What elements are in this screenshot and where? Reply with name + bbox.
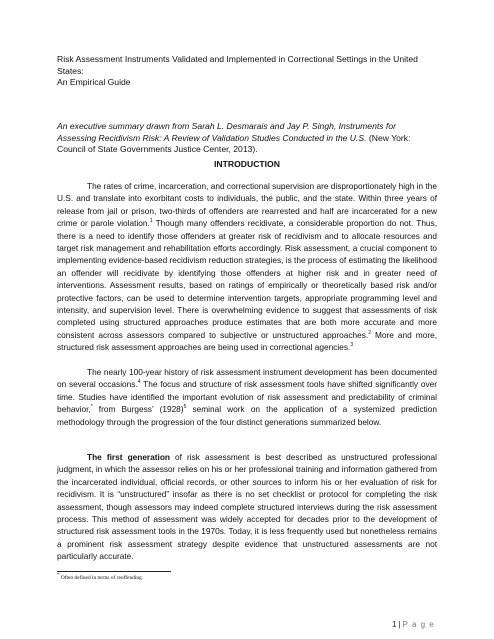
footnote [57, 575, 437, 582]
section-heading: INTRODUCTION [214, 159, 280, 169]
summary-citation-plain: (New York: Council of State Governments Justice Center, 2013). [57, 132, 411, 155]
footnote-text: Often defined in terms of reoffending. [59, 575, 144, 581]
paragraph-1-text-c: More and more, structured risk assessment approaches are being used in correctional agencies. [57, 329, 438, 353]
paragraph-1 [57, 180, 437, 354]
paragraph-3 [57, 451, 437, 563]
title-line-2: States: [57, 65, 84, 76]
footnote-separator [57, 571, 171, 572]
paragraph-2-text-a: The nearly 100-year history of risk assessment instrument development has been documented on several occasions. [57, 367, 437, 390]
footnote-marker: * [57, 573, 60, 579]
document-title [57, 54, 437, 77]
footnote-ref-2[interactable]: 2 [368, 330, 371, 337]
paragraph-3-text: of risk assessment is best described as unstructured professional judgment, in which the assessor relies on his or her professional training and information gathered from the incarcerated individual, official records, or other sources to inform his or her evaluation of risk for recidivism. It is “unstructured” insofar as there is no set checklist or protocol for completing the risk assessment, though assessors may indeed complete structured interviews during the risk assessment process. This method of assessment was widely accepted for decades prior to the development of structured risk assessment tools in the 1970s. Today, it is less frequently used but nonetheless remains a prominent risk assessment strategy despite evidence that unstructured assessments are not particularly accurate. [57, 452, 437, 562]
footnote-ref-1[interactable]: 1 [149, 218, 153, 225]
footnote-ref-3[interactable]: 3 [350, 342, 354, 349]
page-number-separator: | [398, 620, 401, 629]
footnote-ref-5[interactable]: 5 [183, 404, 187, 411]
summary-citation-italic: An executive summary drawn from Sarah L. Desmarais and Jay P. Singh, Instruments for Assessing Recidivism Risk: A Review of Validation Studies Conducted in the U.S. [57, 121, 396, 143]
footnote-ref-star[interactable]: * [90, 404, 93, 411]
first-generation-term: The first generation [87, 452, 170, 462]
paragraph-2 [57, 366, 437, 428]
footnote-ref-4[interactable]: 4 [137, 379, 141, 386]
paragraph-2-text-b: The focus and structure of risk assessment tools have shifted significantly over time. Studies have identified the important evolution of risk assessment and predictability of criminal behavior, [57, 379, 437, 415]
paragraph-2-text-c: from Burgess’ (1928) [92, 404, 184, 415]
document-header [57, 54, 437, 89]
page-number [392, 620, 435, 630]
title-line-1: Risk Assessment Instruments Validated and Implemented in Correctional Settings in the United [57, 54, 418, 64]
page-number-value: 1 [392, 620, 397, 629]
page-word: P a g e [402, 620, 435, 629]
executive-summary-note [57, 121, 437, 156]
paragraph-2-text-d: seminal work on the application of a systemized prediction methodology through the progression of the four distinct generations summarized below. [57, 404, 437, 427]
paragraph-1-text-a: The rates of crime, incarceration, and correctional supervision are disproportionately high in the U.S. and translate into exorbitant costs to individuals, the public, and the state. Within three years of release from jail or prison, two-thirds of offenders are rearrested and half are incarcerated for a new crime or parole violation. [57, 181, 437, 229]
document-subtitle: An Empirical Guide [57, 77, 131, 88]
paragraph-1-text-b: Though many offenders recidivate, a considerable proportion do not. Thus, there is a need to identify those offenders at greater risk of recidivism and to allocate resources and target risk management and rehabilitation efforts accordingly. Risk assessment, a crucial component to implementing evidence-based recidivism reduction strategies, is the process of estimating the likelihood an offender will recidivate by identifying those offenders at higher risk and in greater need of interventions. Assessment results, based on ratings of empirically or theoretically based risk and/or protective factors, can be used to determine intervention targets, appropriate programming level and intensity, and supervision level. There is overwhelming evidence to suggest that assessments of risk completed using structured approaches produce estimates that are both more accurate and more consistent across assessors compared to subjective or unstructured approaches. [57, 218, 438, 340]
